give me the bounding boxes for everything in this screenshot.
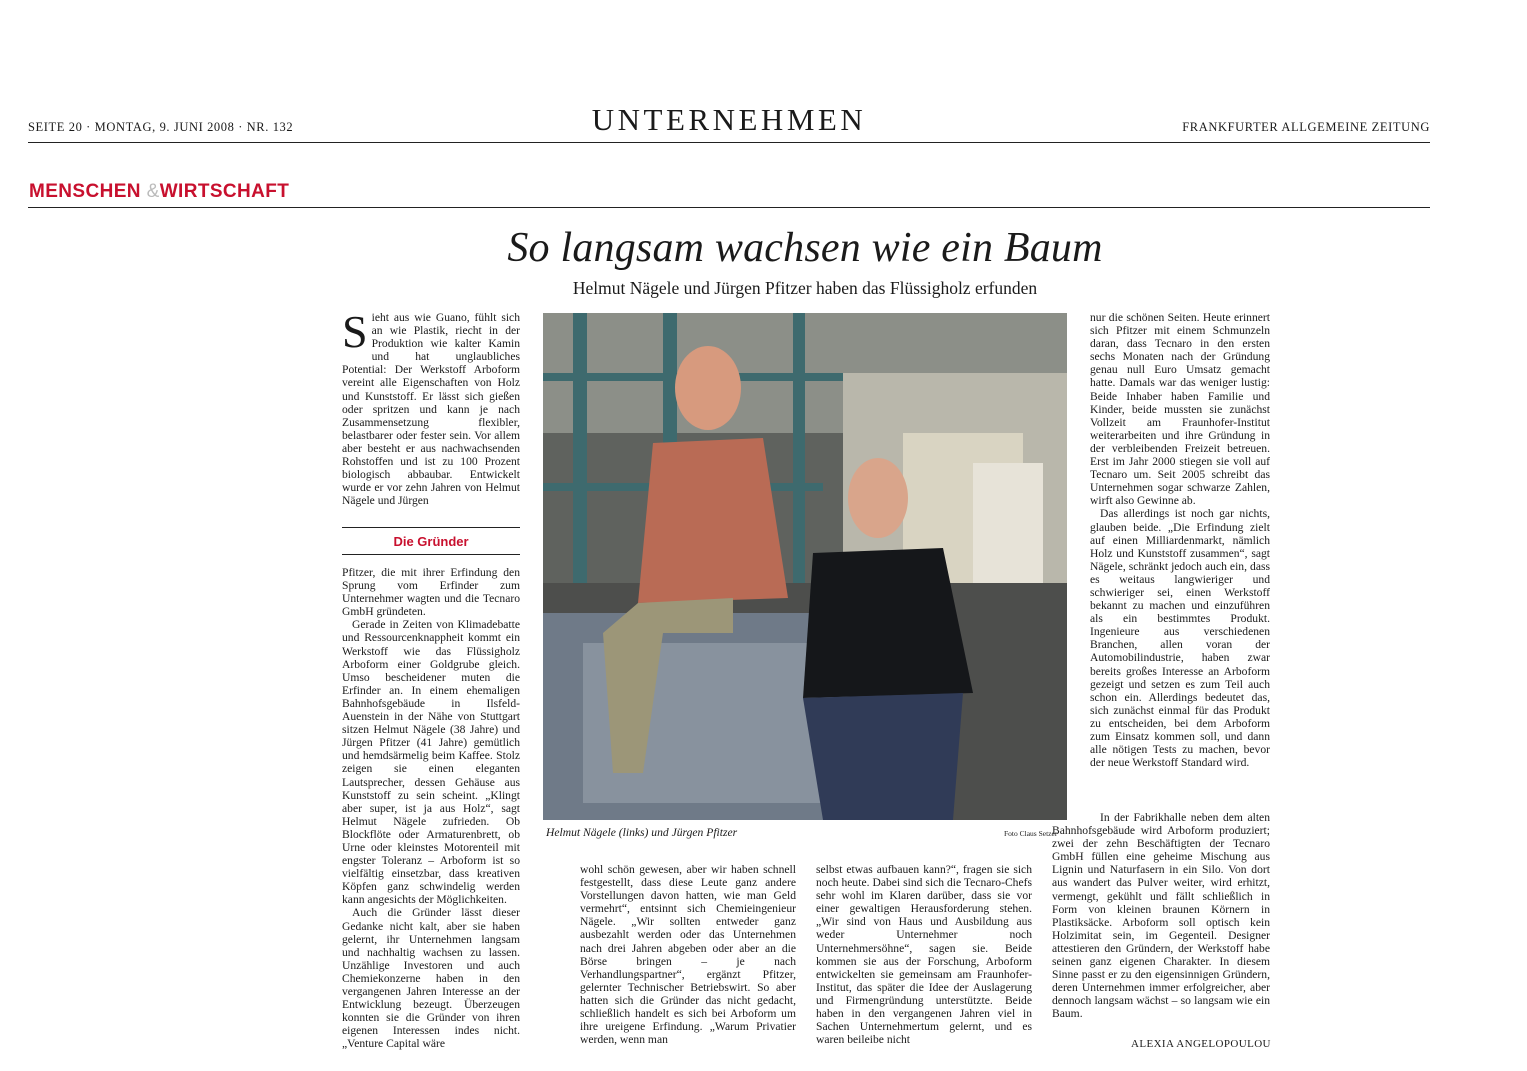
rubric — [29, 181, 289, 203]
paragraph: wohl schön gewesen, aber wir haben schnell festgestellt, dass diese Leute ganz andere Vorstellungen davon hatten, wie man Geld vermehrt“, entsinnt sich Chemieingenieur Nägele. „Wir sollten entweder ganz ausbezahlt werden oder das Unternehmen nach drei Jahren abgeben oder aber an die Börse bringen – je nach Verhandlungspartner“, ergänzt Pfitzer, gelernter Technischer Betriebswirt. So aber hatten sich die Gründer das nicht gedacht, schließlich handelt es sich bei Arboform um ihre ureigene Erfindung. „Warum Privatier werden, wenn man — [580, 863, 796, 1047]
paragraph: nur die schönen Seiten. Heute erinnert sich Pfitzer mit einem Schmunzeln daran, dass Tecnaro in den ersten sechs Monaten nach der Gründung genau null Euro Umsatz gemacht hatte. Damals war das weniger lustig: Beide Inhaber haben Familie und Kinder, beide mussten sie zunächst Vollzeit am Fraunhofer-Institut weiterarbeiten und ihre Gründung in der verbleibenden Freizeit betreuen. Erst im Jahr 2000 stiegen sie voll auf Tecnaro um. Seit 2005 schreibt das Unternehmen sogar schwarze Zahlen, wirft also Gewinne ab. — [1090, 311, 1270, 508]
article-column-3 — [816, 863, 1032, 1046]
rubric-part2: WIRTSCHAFT — [159, 181, 290, 202]
dropcap: S — [342, 306, 368, 357]
masthead-date-issue: SEITE 20 · MONTAG, 9. JUNI 2008 · NR. 132 — [28, 120, 294, 134]
article-subhead: Helmut Nägele und Jürgen Pfitzer haben das Flüssigholz erfunden — [572, 278, 1038, 298]
photo-credit: Foto Claus Setzer — [1004, 829, 1058, 838]
paragraph: Pfitzer, die mit ihrer Erfindung den Sprung vom Erfinder zum Unternehmer wagten und die Tecnaro GmbH gründeten. — [342, 566, 520, 619]
rubric-ampersand: & — [146, 181, 160, 202]
paragraph: Das allerdings ist noch gar nichts, glauben beide. „Die Erfindung zielt auf einen Milliardenmarkt, nämlich Holz und Kunststoff zusammen“, sagt Nägele, schränkt jedoch auch ein, dass es weitaus langwieriger und schwieriger sei, einen Werkstoff bekannt zu machen und einzuführen als ein bestimmtes Produkt. Ingenieure aus verschiedenen Branchen, allen voran der Automobilindustrie, haben zwar bereits großes Interesse an Arboform gezeigt und setzen es zum Teil auch schon ein. Allerdings bedeutet das, sich zunächst einmal für das Produkt zu entscheiden, bei dem Arboform zum Einsatz kommen soll, und dann alle nötigen Tests zu machen, bevor der neue Werkstoff Standard wird. — [1090, 507, 1270, 770]
infobox — [342, 527, 520, 555]
article-column-4 — [1090, 311, 1270, 769]
photo-caption: Helmut Nägele (links) und Jürgen Pfitzer — [546, 826, 738, 839]
article-photo — [543, 313, 1067, 820]
article-headline: So langsam wachsen wie ein Baum — [507, 225, 1103, 271]
article-column-1-top — [342, 306, 520, 508]
rubric-rule — [28, 207, 1430, 208]
paragraph: selbst etwas aufbauen kann?“, fragen sie sich noch heute. Dabei sind sich die Tecnaro-Chefs sehr wohl im Klaren darüber, dass sie vor einer gewaltigen Herausforderung stehen. „Wir sind von Haus und Ausbildung aus weder Unternehmer noch Unternehmersöhne“, sagen sie. Beide kommen sie aus der Forschung, Arboform entwickelten sie gemeinsam am Fraunhofer-Institut, das später die Idee der Auslagerung und Firmengründung unterstützte. Beide haben in den vergangenen Jahren viel in Sachen Unternehmertum gelernt, und es waren beileibe nicht — [816, 863, 1032, 1047]
newspaper-name: FRANKFURTER ALLGEMEINE ZEITUNG — [1182, 120, 1430, 134]
byline: ALEXIA ANGELOPOULOU — [1131, 1038, 1271, 1050]
section-title: UNTERNEHMEN — [591, 102, 867, 137]
photo-illustration — [543, 313, 1067, 820]
paragraph: Gerade in Zeiten von Klimadebatte und Ressourcenknappheit kommt ein Werkstoff wie das Flüssigholz Arboform einer Goldgrube gleich. Umso bescheidener muten die Erfinder an. In einem ehemaligen Bahnhofsgebäude in Ilsfeld-Auenstein in der Nähe von Stuttgart sitzen Helmut Nägele (38 Jahre) und Jürgen Pfitzer (41 Jahre) gemütlich und hemdsärmelig beim Kaffee. Stolz zeigen sie einen eleganten Lautsprecher, dessen Gehäuse aus Kunststoff zu sein scheint. „Klingt aber super, ist ja aus Holz“, sagt Helmut Nägele zufrieden. Ob Blockflöte oder Armaturenbrett, ob Urne oder kleinstes Motorenteil mit engster Toleranz – Arboform ist so vielfältig einsetzbar, dass kreativen Köpfen ganz schwindelig werden kann angesichts der Möglichkeiten. — [342, 618, 520, 907]
masthead-rule — [28, 142, 1430, 143]
article-column-2 — [580, 863, 796, 1046]
article-column-4-bottom — [1052, 811, 1270, 1021]
paragraph: Auch die Gründer lässt dieser Gedanke nicht kalt, aber sie haben gelernt, ihr Unternehmen langsam und nachhaltig wachsen zu lassen. Unzählige Investoren und auch Chemiekonzerne haben in den vergangenen Jahren Interesse an der Entwicklung bezeugt. Überzeugen konnten sie die Gründer von ihren eigenen Interessen indes nicht. „Venture Capital wäre — [342, 906, 520, 1051]
rubric-part1: MENSCHEN — [29, 181, 141, 202]
infobox-title: Die Gründer — [393, 534, 469, 549]
paragraph: In der Fabrikhalle neben dem alten Bahnhofsgebäude wird Arboform produziert; zwei der zehn Beschäftigten der Tecnaro GmbH füllen eine geheime Mischung aus Lignin und Naturfasern in ein Silo. Von dort aus wandert das Pulver weiter, wird erhitzt, vermengt, gekühlt und fällt schließlich in Form von kleinen braunen Körnern in Plastiksäcke. Arboform soll optisch kein Holzimitat sein, im Gegenteil. Designer attestieren den Gründern, der Werkstoff habe seinen ganz eigenen Charakter. In diesem Sinne passt er zu den eigensinnigen Gründern, deren Unternehmen immer erfolgreicher, aber dennoch langsam wächst – so langsam wie ein Baum. — [1052, 811, 1270, 1021]
article-column-1-bottom — [342, 566, 520, 1050]
article-lead-text: ieht aus wie Guano, fühlt sich an wie Plastik, riecht in der Produktion wie kalter Kamin und hat unglaubliches Potential: Der Werkstoff Arboform vereint alle Eigenschaften von Holz und Kunststoff. Er lässt sich gießen oder spritzen und kann je nach Zusammensetzung flexibler, belastbarer oder fester sein. Vor allem aber besteht er aus nachwachsenden Rohstoffen und ist zu 100 Prozent biologisch abbaubar. Entwickelt wurde er vor zehn Jahren von Helmut Nägele und Jürgen — [342, 311, 520, 508]
